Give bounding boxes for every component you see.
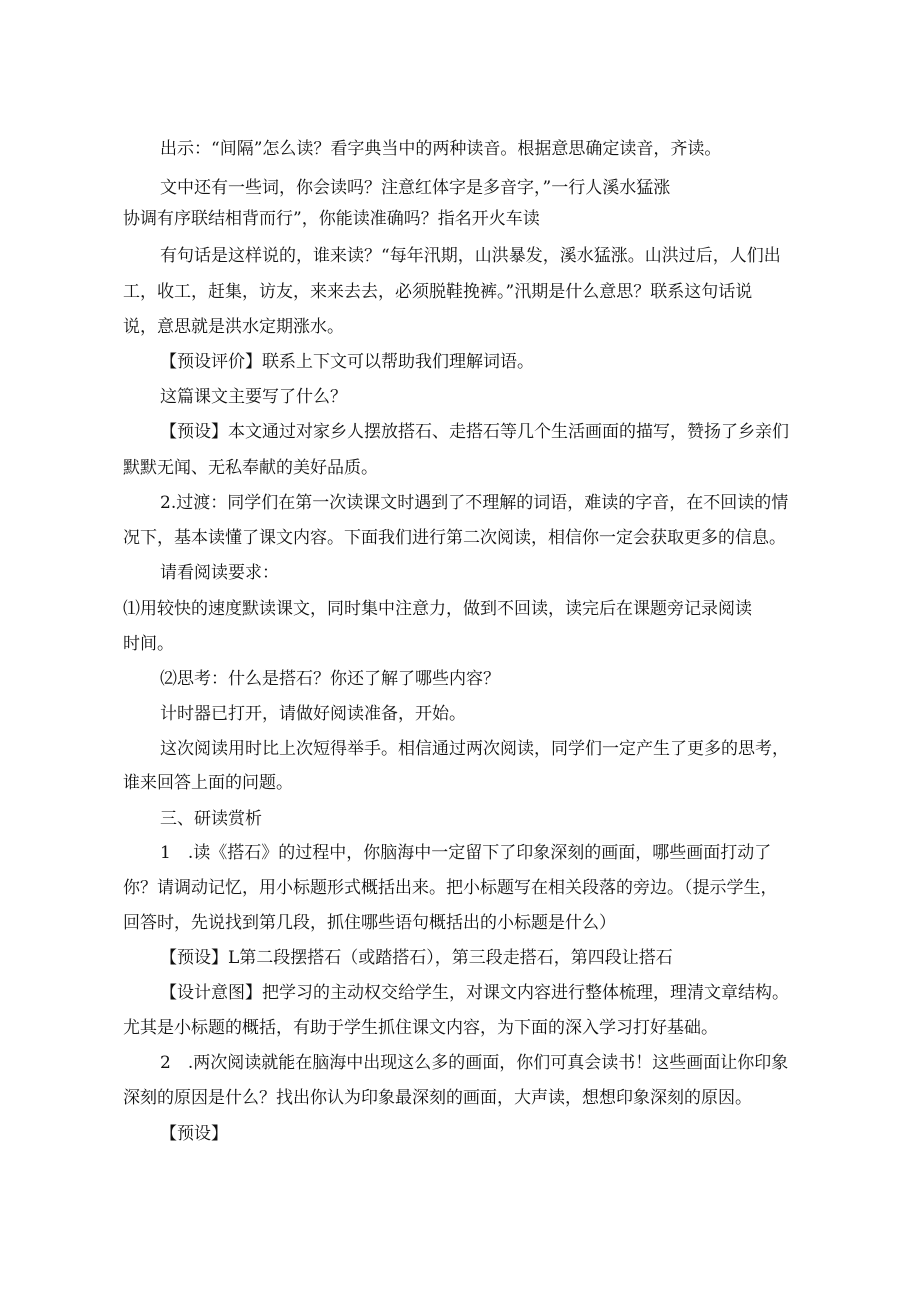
paragraph-line: 你？请调动记忆，用小标题形式概括出来。把小标题写在相关段落的旁边。（提示学生， xyxy=(123,878,778,898)
paragraph-line: 2 .两次阅读就能在脑海中出现这么多的画面，你们可真会读书！这些画面让你印象 xyxy=(160,1053,789,1073)
paragraph-line: 协调有序联结相背而行”，你能读准确吗？指名开火车读 xyxy=(123,209,540,229)
paragraph-line: 有句话是这样说的，谁来读？“每年汛期，山洪暴发，溪水猛涨。山洪过后，人们出 xyxy=(160,246,781,266)
paragraph-line: 工，收工，赶集，访友，来来去去，必须脱鞋挽裤。”汛期是什么意思？联系这句话说 xyxy=(123,282,753,302)
paragraph-line: ⑵思考：什么是搭石？你还了解了哪些内容？ xyxy=(160,669,500,689)
paragraph-line: 尤其是小标题的概括，有助于学生抓住课文内容，为下面的深入学习打好基础。 xyxy=(123,1018,718,1038)
paragraph-line: 这次阅读用时比上次短得举手。相信通过两次阅读，同学们一定产生了更多的思考， xyxy=(160,739,789,759)
paragraph-line: 时间。 xyxy=(123,634,174,654)
paragraph-line: ⑴用较快的速度默读课文，同时集中注意力，做到不回读，读完后在课题旁记录阅读 xyxy=(123,599,752,619)
paragraph-line: 深刻的原因是什么？找出你认为印象最深刻的画面，大声读，想想印象深刻的原因。 xyxy=(123,1088,752,1108)
paragraph-line: 谁来回答上面的问题。 xyxy=(123,773,293,793)
paragraph-line: 出示：“间隔”怎么读？看字典当中的两种读音。根据意思确定读音，齐读。 xyxy=(160,139,722,159)
paragraph-line: 这篇课文主要写了什么？ xyxy=(160,387,347,407)
paragraph-line: 请看阅读要求： xyxy=(160,563,279,583)
paragraph-line: 回答时，先说找到第几段，抓住哪些语句概括出的小标题是什么） xyxy=(123,913,616,933)
paragraph-line: 2.过渡：同学们在第一次读课文时遇到了不理解的词语，难读的字音，在不回读的情 xyxy=(160,493,789,513)
paragraph-line: 【预设】L第二段摆搭石（或踏搭石），第三段走搭石，第四段让搭石 xyxy=(160,948,673,968)
paragraph-line: 计时器已打开，请做好阅读准备，开始。 xyxy=(160,704,466,724)
paragraph-line: 【设计意图】把学习的主动权交给学生，对课文内容进行整体梳理，理清文章结构。 xyxy=(160,983,789,1003)
paragraph-line: 【预设】 xyxy=(160,1124,228,1144)
paragraph-line: 1 .读《搭石》的过程中，你脑海中一定留下了印象深刻的画面，哪些画面打动了 xyxy=(160,843,772,863)
paragraph-line: 况下，基本读懂了课文内容。下面我们进行第二次阅读，相信你一定会获取更多的信息。 xyxy=(123,528,786,548)
paragraph-line: 说，意思就是洪水定期涨水。 xyxy=(123,317,344,337)
paragraph-line: 【预设】本文通过对家乡人摆放搭石、走搭石等几个生活画面的描写，赞扬了乡亲们 xyxy=(160,422,789,442)
paragraph-line: 【预设评价】联系上下文可以帮助我们理解词语。 xyxy=(160,352,534,372)
paragraph-line: 默默无闻、无私奉献的美好品质。 xyxy=(123,458,378,478)
paragraph-line: 文中还有一些词，你会读吗？注意红体字是多音字，”一行人溪水猛涨 xyxy=(160,178,671,198)
section-heading: 三、研读赏析 xyxy=(160,809,262,829)
